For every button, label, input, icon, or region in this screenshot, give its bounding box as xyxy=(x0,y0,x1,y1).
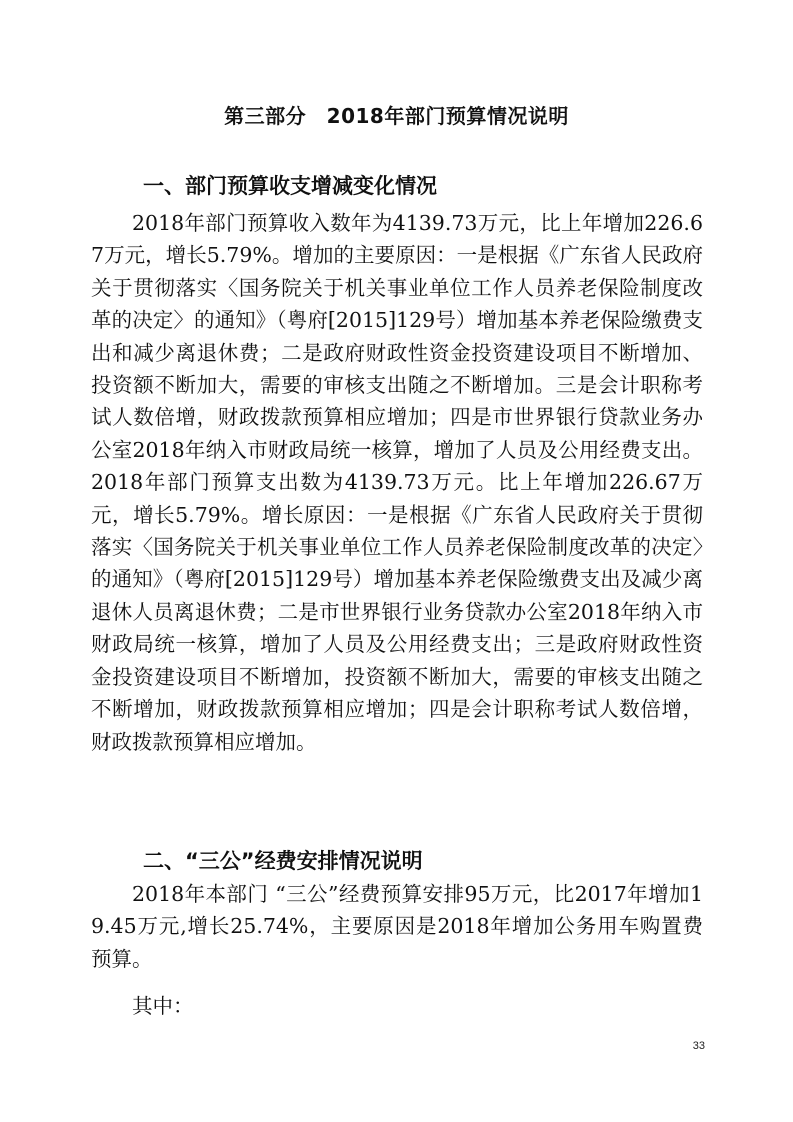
page-number: 33 xyxy=(692,1040,705,1052)
paragraph-among-which: 其中： xyxy=(132,994,194,1018)
paragraph-three-public-expenses: 2018年本部门 “三公”经费预算安排95万元，比2017年增加19.45万元,增长25.74%，主要原因是2018年增加公务用车购置费预算。 xyxy=(91,882,703,971)
section-heading-budget-changes: 一、部门预算收支增减变化情况 xyxy=(143,174,437,198)
page-title: 第三部分 2018年部门预算情况说明 xyxy=(224,104,569,128)
section-heading-three-public-expenses: 二、“三公”经费安排情况说明 xyxy=(143,849,423,873)
paragraph-budget-changes: 2018年部门预算收入数年为4139.73万元，比上年增加226.67万元，增长5.79%。增加的主要原因：一是根据《广东省人民政府关于贯彻落实〈国务院关于机关事业单位工作人员养老保险制度改革的决定〉的通知》（粤府[2015]129号）增加基本养老保险缴费支出和减少离退休费；二是政府财政性资金投资建设项目不断增加、投资额不断加大，需要的审核支出随之不断增加。三是会计职称考试人数倍增，财政拨款预算相应增加；四是市世界银行贷款业务办公室2018年纳入市财政局统一核算，增加了人员及公用经费支出。2018年部门预算支出数为4139.73万元。比上年增加226.67万元，增长5.79%。增长原因：一是根据《广东省人民政府关于贯彻落实〈国务院关于机关事业单位工作人员养老保险制度改革的决定〉的通知》（粤府[2015]129号）增加基本养老保险缴费支出及减少离退休人员离退休费；二是市世界银行业务贷款办公室2018年纳入市财政局统一核算，增加了人员及公用经费支出；三是政府财政性资金投资建设项目不断增加，投资额不断加大，需要的审核支出随之不断增加，财政拨款预算相应增加；四是会计职称考试人数倍增，财政拨款预算相应增加。 xyxy=(91,211,703,754)
